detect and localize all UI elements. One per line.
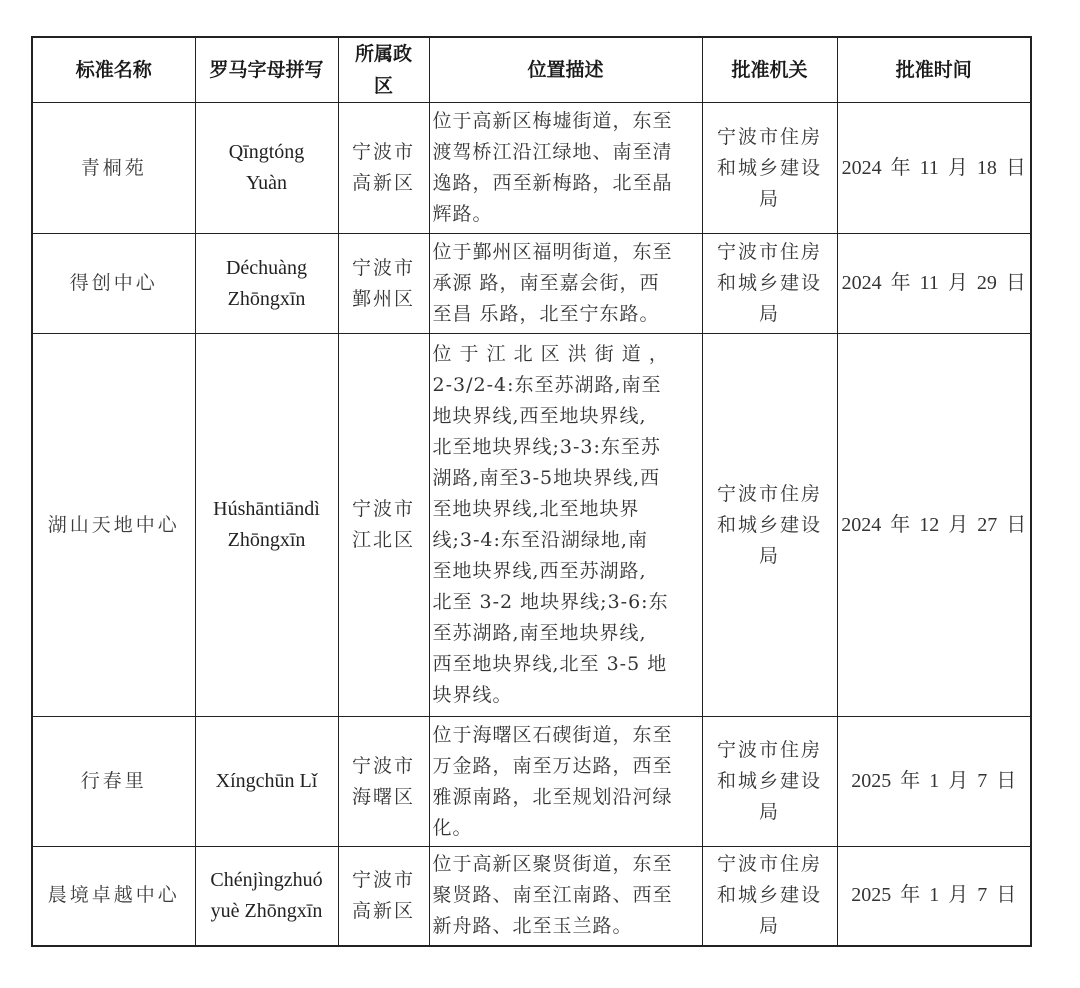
authority-line: 和城乡建设 (716, 884, 822, 907)
cell-standard-name: 行春里 (32, 717, 195, 847)
authority-line: 和城乡建设 (716, 156, 822, 179)
place-name-approval-table (31, 36, 1032, 947)
cell-district (338, 717, 429, 847)
authority-line: 宁波市住房 (716, 241, 822, 263)
cell-approval-date: 2025 年 1 月 7 日 (837, 847, 1031, 946)
cell-standard-name: 晨境卓越中心 (32, 847, 195, 946)
district-line: 宁波市 (351, 141, 415, 163)
district-line: 江北区 (351, 529, 415, 551)
cell-approval-date: 2024 年 11 月 18 日 (837, 103, 1031, 234)
authority-line: 宁波市住房 (716, 125, 822, 148)
district-line: 鄞州区 (351, 287, 415, 310)
pinyin-line: Yuàn (245, 172, 288, 194)
cell-approval-date: 2024 年 11 月 29 日 (837, 234, 1031, 334)
district-line: 海曙区 (351, 785, 415, 808)
location-line: 位 于 江 北 区 洪 街 道 ， (432, 343, 669, 365)
cell-pinyin (195, 717, 338, 847)
location-line: 聚贤路、南至江南路、西至 (432, 884, 673, 907)
location-line: 线;3-4:东至沿湖绿地,南 (432, 529, 648, 551)
location-line: 雅源南路，北至规划沿河绿 (432, 785, 673, 808)
cell-location (429, 717, 702, 847)
location-line: 至地块界线,西至苏湖路, (432, 560, 647, 582)
header-standard-name: 标准名称 (32, 37, 195, 103)
pinyin-line: Déchuàng (225, 256, 308, 279)
table-header-row (32, 37, 1031, 103)
pinyin-line: Chénjìngzhuó (210, 868, 323, 891)
cell-pinyin (195, 334, 338, 717)
table-row (32, 717, 1031, 847)
pinyin-line: Zhōngxīn (227, 287, 306, 310)
location-line: 2-3/2-4:东至苏湖路,南至 (432, 374, 662, 396)
place-name-approval-table-container (31, 36, 1032, 947)
table-row (32, 103, 1031, 234)
pinyin-line: Húshāntiāndì (213, 498, 320, 520)
cell-authority (702, 234, 837, 334)
location-line: 西至地块界线,北至 3-5 地 (432, 653, 668, 675)
header-district (338, 37, 429, 103)
district-line: 高新区 (351, 172, 415, 194)
header-district-line: 区 (373, 75, 393, 97)
location-line: 北至 3-2 地块界线;3-6:东 (432, 591, 669, 613)
location-line: 位于海曙区石碶街道，东至 (432, 723, 673, 746)
pinyin-line: Xíngchūn Lǐ (215, 770, 318, 792)
cell-district (338, 234, 429, 334)
table-row (32, 334, 1031, 717)
cell-location (429, 234, 702, 334)
cell-location (429, 847, 702, 946)
authority-line: 和城乡建设 (716, 770, 822, 792)
location-line: 地块界线,西至地块界线, (432, 405, 647, 427)
district-line: 宁波市 (351, 754, 415, 777)
cell-pinyin (195, 847, 338, 946)
header-location: 位置描述 (429, 37, 702, 103)
cell-pinyin (195, 103, 338, 234)
location-line: 万金路，南至万达路，西至 (432, 754, 673, 777)
location-line: 渡驾桥江沿江绿地、南至清 (432, 141, 673, 163)
cell-district (338, 334, 429, 717)
location-line: 位于高新区聚贤街道，东至 (432, 853, 673, 876)
cell-standard-name: 青桐苑 (32, 103, 195, 234)
table-row (32, 847, 1031, 946)
pinyin-line: Qīngtóng (228, 141, 305, 163)
cell-authority (702, 847, 837, 946)
cell-authority (702, 334, 837, 717)
location-line: 化。 (432, 816, 473, 839)
pinyin-line: Zhōngxīn (227, 529, 306, 551)
authority-line: 局 (758, 801, 780, 823)
location-line: 至昌 乐路，北至宁东路。 (432, 303, 660, 325)
header-authority: 批准机关 (702, 37, 837, 103)
location-line: 湖路,南至3-5地块界线,西 (432, 467, 661, 489)
authority-line: 和城乡建设 (716, 513, 822, 536)
location-line: 位于鄞州区福明街道，东至 (432, 241, 673, 263)
cell-district (338, 847, 429, 946)
cell-standard-name: 得创中心 (32, 234, 195, 334)
location-line: 逸路，西至新梅路，北至晶 (432, 172, 673, 194)
authority-line: 局 (758, 187, 780, 210)
district-line: 宁波市 (351, 256, 415, 279)
cell-authority (702, 717, 837, 847)
cell-standard-name: 湖山天地中心 (32, 334, 195, 717)
cell-pinyin (195, 234, 338, 334)
cell-district (338, 103, 429, 234)
location-line: 位于高新区梅墟街道，东至 (432, 110, 673, 132)
location-line: 承源 路，南至嘉会街，西 (432, 272, 660, 294)
header-date: 批准时间 (837, 37, 1031, 103)
cell-authority (702, 103, 837, 234)
authority-line: 宁波市住房 (716, 853, 822, 876)
authority-line: 宁波市住房 (716, 739, 822, 761)
header-pinyin: 罗马字母拼写 (195, 37, 338, 103)
authority-line: 局 (758, 544, 780, 567)
pinyin-line: yuè Zhōngxīn (210, 899, 323, 922)
location-line: 新舟路、北至玉兰路。 (432, 915, 633, 938)
location-line: 至地块界线,北至地块界 (432, 498, 640, 520)
district-line: 高新区 (351, 899, 415, 922)
location-line: 块界线。 (432, 684, 513, 706)
location-line: 北至地块界线;3-3:东至苏 (432, 436, 661, 458)
table-row (32, 234, 1031, 334)
district-line: 宁波市 (351, 498, 415, 520)
cell-location (429, 103, 702, 234)
authority-line: 和城乡建设 (716, 272, 822, 294)
header-district-line: 所属政 (354, 43, 412, 65)
location-line: 至苏湖路,南至地块界线, (432, 622, 647, 644)
authority-line: 宁波市住房 (716, 482, 822, 505)
location-line: 辉路。 (432, 203, 493, 225)
authority-line: 局 (758, 303, 780, 325)
cell-approval-date: 2024 年 12 月 27 日 (837, 334, 1031, 717)
district-line: 宁波市 (351, 868, 415, 891)
cell-location (429, 334, 702, 717)
authority-line: 局 (758, 915, 780, 938)
cell-approval-date: 2025 年 1 月 7 日 (837, 717, 1031, 847)
